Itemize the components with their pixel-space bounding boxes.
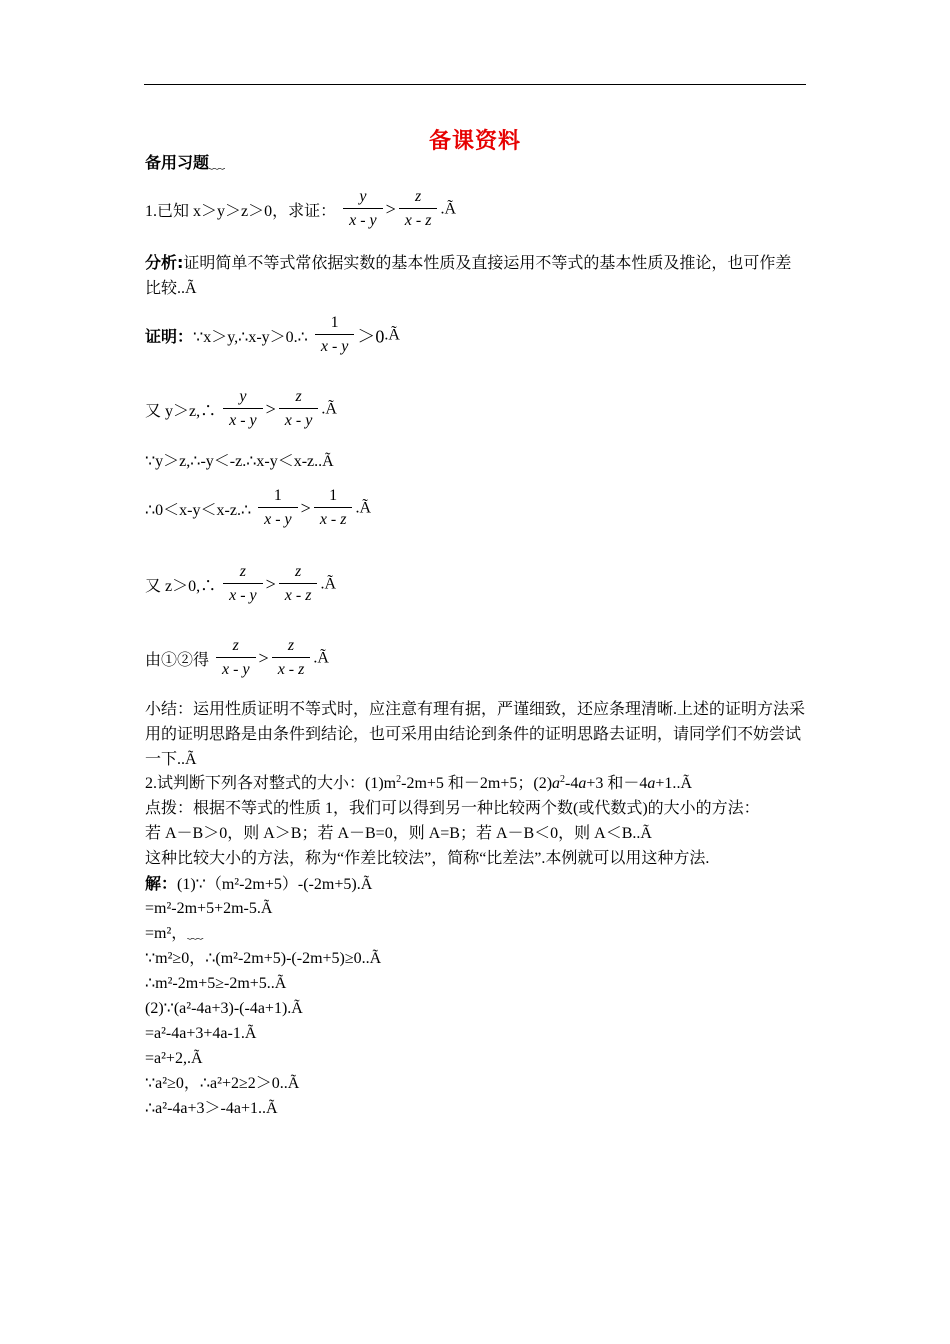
proof-fraction-5b: $\frac{z}{x - z}$ <box>279 561 318 608</box>
solution-line-6: (2)∵(a²-4a+3)-(-4a+1).Ã <box>145 1000 303 1017</box>
proof-line-1: 证明：∵x＞y,∴x-y＞0.∴ $\frac{1}{x - y}$ ＞0.Ã <box>145 312 400 359</box>
analysis-label: 分析: <box>145 253 184 272</box>
analysis-paragraph: 分析:证明简单不等式常依据实数的基本性质及直接运用不等式的基本性质及推论，也可作差比较..Ã <box>145 253 792 297</box>
proof-line-6: 由①②得 $\frac{z}{x - y}$ > $\frac{z}{x - z}$ .Ã <box>145 635 329 682</box>
proof-label: 证明： <box>145 327 194 346</box>
section-heading: 备用习题﹏ <box>145 153 226 172</box>
proof-fraction-5a: $\frac{z}{x - y}$ <box>223 561 263 608</box>
proof-fraction-1: $\frac{1}{x - y}$ <box>315 312 355 359</box>
q1-lhs-fraction: $\frac{y}{x - y}$ <box>343 186 383 233</box>
proof-line-3: ∵y＞z,∴-y＜-z.∴x-y＜x-z..Ã <box>145 453 334 470</box>
solution-line-2: =m²-2m+5+2m-5.Ã <box>145 900 273 917</box>
solution-line-10: ∴a²-4a+3＞-4a+1..Ã <box>145 1100 278 1117</box>
analysis-text: 证明简单不等式常依据实数的基本性质及直接运用不等式的基本性质及推论，也可作差比较. <box>145 255 792 297</box>
solution-label: 解： <box>145 874 178 893</box>
hint-line-2: 若 A－B＞0，则 A＞B；若 A－B=0，则 A=B；若 A－B＜0，则 A＜B..Ã <box>145 825 652 842</box>
hint-line-1: 点拨：根据不等式的性质 1，我们可以得到另一种比较两个数(或代数式)的大小的方法： <box>145 800 760 817</box>
q1-text: 1.已知 x＞y＞z＞0，求证： <box>145 203 337 220</box>
proof-fraction-6b: $\frac{z}{x - z}$ <box>272 635 311 682</box>
section-label: 备用习题 <box>145 153 210 172</box>
proof-line-5: 又 z＞0,∴ $\frac{z}{x - y}$ > $\frac{z}{x - z}$ .Ã <box>145 561 336 608</box>
solution-line-9: ∵a²≥0，∴a²+2≥2＞0..Ã <box>145 1075 300 1092</box>
solution-line-3: =m²，﹏ <box>145 925 204 942</box>
summary-text: 小结：运用性质证明不等式时，应注意有理有据，严谨细致，还应条理清晰.上述的证明方法采用的证明思路是由条件到结论，也可采用由结论到条件的证明思路去证明，请同学们不妨尝试一下. <box>145 701 806 768</box>
proof-fraction-2b: $\frac{z}{x - y}$ <box>279 386 319 433</box>
proof-fraction-2a: $\frac{y}{x - y}$ <box>223 386 263 433</box>
summary-paragraph: 小结：运用性质证明不等式时，应注意有理有据，严谨细致，还应条理清晰.上述的证明方法采用的证明思路是由条件到结论，也可采用由结论到条件的证明思路去证明，请同学们不妨尝试一下..Ã <box>145 701 806 768</box>
proof-line-4: ∴0＜x-y＜x-z.∴ $\frac{1}{x - y}$ > $\frac{1}{x - z}$ .Ã <box>145 485 371 532</box>
proof-fraction-4b: $\frac{1}{x - z}$ <box>314 485 353 532</box>
garbled-mark: .Ã <box>440 200 457 218</box>
solution-line-4: ∵m²≥0，∴(m²-2m+5)-(-2m+5)≥0..Ã <box>145 950 382 967</box>
solution-line-8: =a²+2,.Ã <box>145 1050 203 1067</box>
solution-line-5: ∴m²-2m+5≥-2m+5..Ã <box>145 975 287 992</box>
proof-line-2: 又 y＞z,∴ $\frac{y}{x - y}$ > $\frac{z}{x - y}$ .Ã <box>145 386 337 433</box>
solution-line-1: 解：(1)∵（m²-2m+5）-(-2m+5).Ã <box>145 874 373 893</box>
question-1: 1.已知 x＞y＞z＞0，求证： $\frac{y}{x - y}$ > $\frac{z}{x - z}$ .Ã <box>145 186 456 233</box>
solution-line-7: =a²-4a+3+4a-1.Ã <box>145 1025 257 1042</box>
proof-fraction-6a: $\frac{z}{x - y}$ <box>216 635 256 682</box>
header-rule <box>144 84 806 85</box>
proof-fraction-4a: $\frac{1}{x - y}$ <box>258 485 298 532</box>
q1-rhs-fraction: $\frac{z}{x - z}$ <box>399 186 438 233</box>
question-2: 2.试判断下列各对整式的大小：$(1)m^2-2m+5$ 和－2m+5；$(2)a^2-4a+3$ 和－4a+1..Ã <box>145 774 692 792</box>
hint-line-3: 这种比较大小的方法，称为“作差比较法”，简称“比差法”.本例就可以用这种方法. <box>145 850 710 867</box>
page-title: 备课资料 <box>428 129 521 154</box>
